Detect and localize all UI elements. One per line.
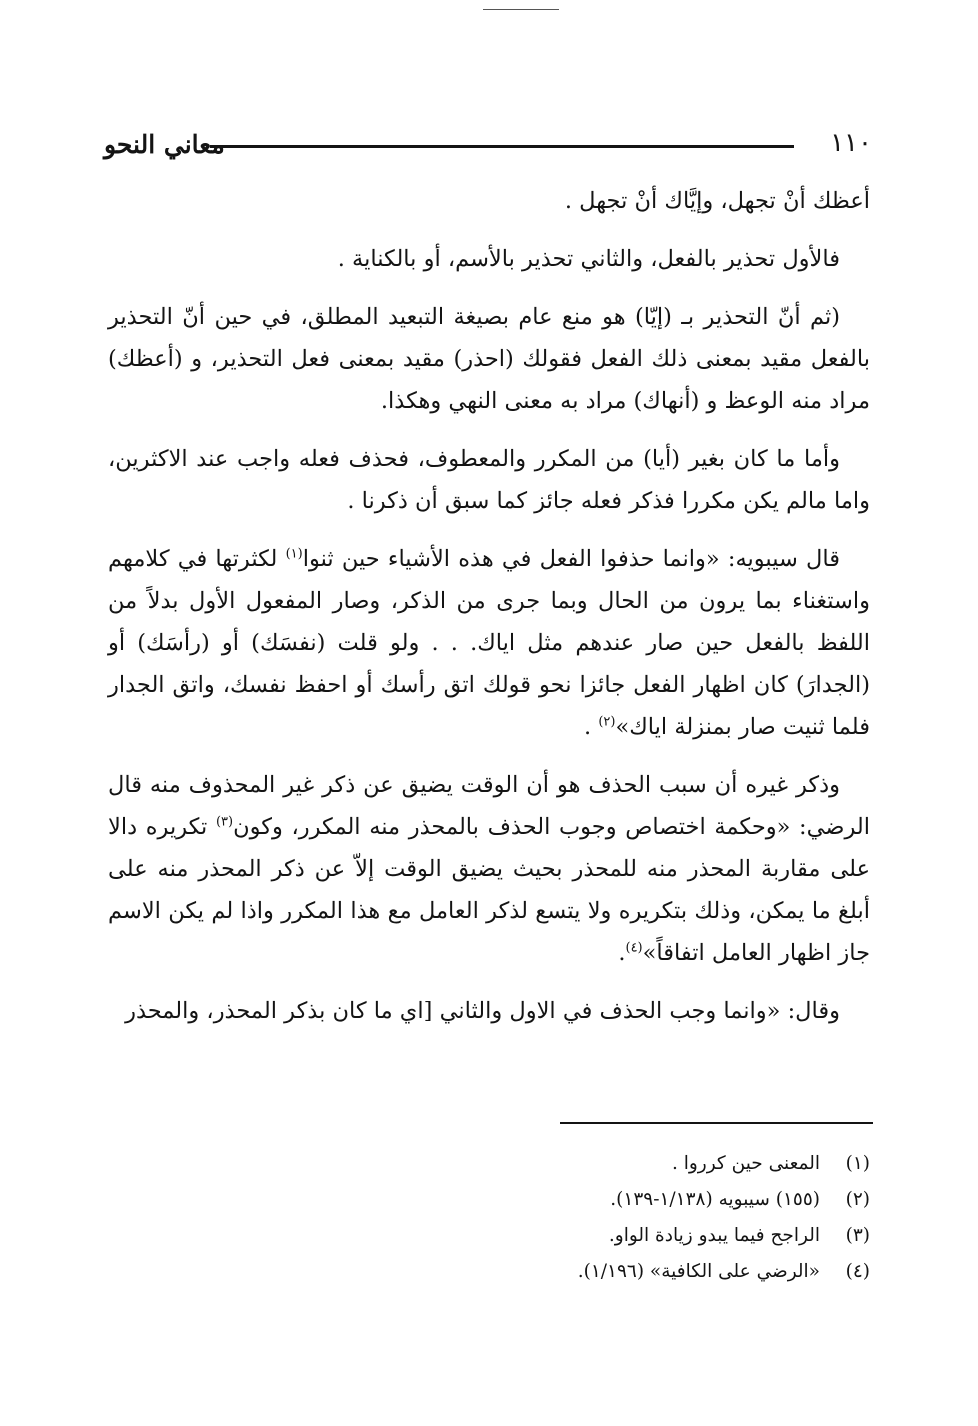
footnote-number: (٤) (845, 1261, 870, 1282)
top-decorative-rule (483, 9, 559, 10)
footnote-3 (108, 1218, 870, 1254)
header-rule (210, 145, 794, 148)
paragraph-5-part-b: لكثرتها في كلامهم واستغناء بما يرون من الحال وبما جرى من الذكر، وصار المفعول الأول بدلاً من اللفظ بالفعل حين صار عندهم مثل اياك. . . ولو قلت (نفسَك) أو (رأسَك) أو (الجدارَ) كان اظهار الفعل جائزا نحو قولك اتق رأسك أو احفظ نفسك، واتق الجدار فلما ثنيت صار بمنزلة اياك» (108, 546, 870, 740)
paragraph-6 (108, 764, 870, 974)
paragraph-5-part-a: قال سيبويه: «وانما حذفوا الفعل في هذه الأشياء حين ثنوا (302, 546, 840, 572)
paragraph-5-part-c: . (584, 714, 599, 740)
main-text (108, 180, 870, 1048)
footnote-4 (108, 1254, 870, 1290)
page-header (104, 128, 872, 174)
footnote-ref-4: (٤) (625, 940, 643, 956)
page-number: ١١٠ (830, 128, 872, 158)
paragraph-4: وأما ما كان بغير (أيا) من المكرر والمعطوف، فحذف فعله واجب عند الاكثرين، واما مالم يكن مكررا فذكر فعله جائز كما سبق أن ذكرنا . (108, 446, 870, 514)
footnote-ref-3: (٣) (215, 814, 234, 830)
paragraph-1: أعظك أنْ تجهل، وإيَّاك أنْ تجهل . (564, 188, 870, 214)
footnote-text: المعنى حين كرروا . (671, 1153, 820, 1174)
paragraph-5 (108, 538, 870, 748)
footnote-text: «الرضي على الكافية» (١/١٩٦). (577, 1261, 820, 1282)
footnotes (108, 1146, 870, 1290)
paragraph-3: (ثم أنّ التحذير بـ (إيّا) هو منع عام بصيغة التبعيد المطلق، في حين أنّ التحذير بالفعل مقيد بمعنى ذلك الفعل فقولك (احذر) مقيد بمعنى فعل التحذير، و (أعظك) مراد منه الوعظ و (أنهاك) مراد به معنى النهي وهكذا. (108, 304, 870, 414)
footnote-2 (108, 1182, 870, 1218)
paragraph-6-part-a: وذكر غيره أن سبب الحذف هو أن الوقت يضيق عن ذكر غير المحذوف منه قال الرضي: «وحكمة اختصاص وجوب الحذف بالمحذر منه المكرر، وكون (108, 772, 871, 840)
footnote-separator (560, 1122, 873, 1124)
footnote-number: (٣) (845, 1225, 870, 1246)
footnote-number: (١) (845, 1153, 870, 1174)
paragraph-6-part-c: . (618, 940, 626, 966)
footnote-ref-2: (٢) (598, 714, 616, 730)
footnote-number: (٢) (845, 1189, 870, 1210)
paragraph-6-part-b: تكريره دالا على مقاربة المحذر منه للمحذر بحيث يضيق الوقت إلاّ عن ذكر المحذر منه على أبلغ ما يمكن، وذلك بتكريره ولا يتسع لذكر العامل مع هذا المكرر واذا لم يكن الاسم جاز اظهار العامل اتفاقاً» (108, 814, 870, 966)
footnote-ref-1: (١) (285, 546, 303, 562)
footnote-1 (108, 1146, 870, 1182)
book-title: معاني النحو (104, 130, 225, 159)
paragraph-2: فالأول تحذير بالفعل، والثاني تحذير بالأسم، أو بالكناية . (337, 246, 840, 272)
paragraph-7: وقال: «وانما وجب الحذف في الاول والثاني [اي ما كان بذكر المحذر، والمحذر (125, 998, 840, 1024)
footnote-text: (١٥٥) سيبويه (١/١٣٨-١٣٩). (610, 1189, 820, 1210)
footnote-text: الراجح فيما يبدو زيادة الواو. (608, 1225, 820, 1246)
